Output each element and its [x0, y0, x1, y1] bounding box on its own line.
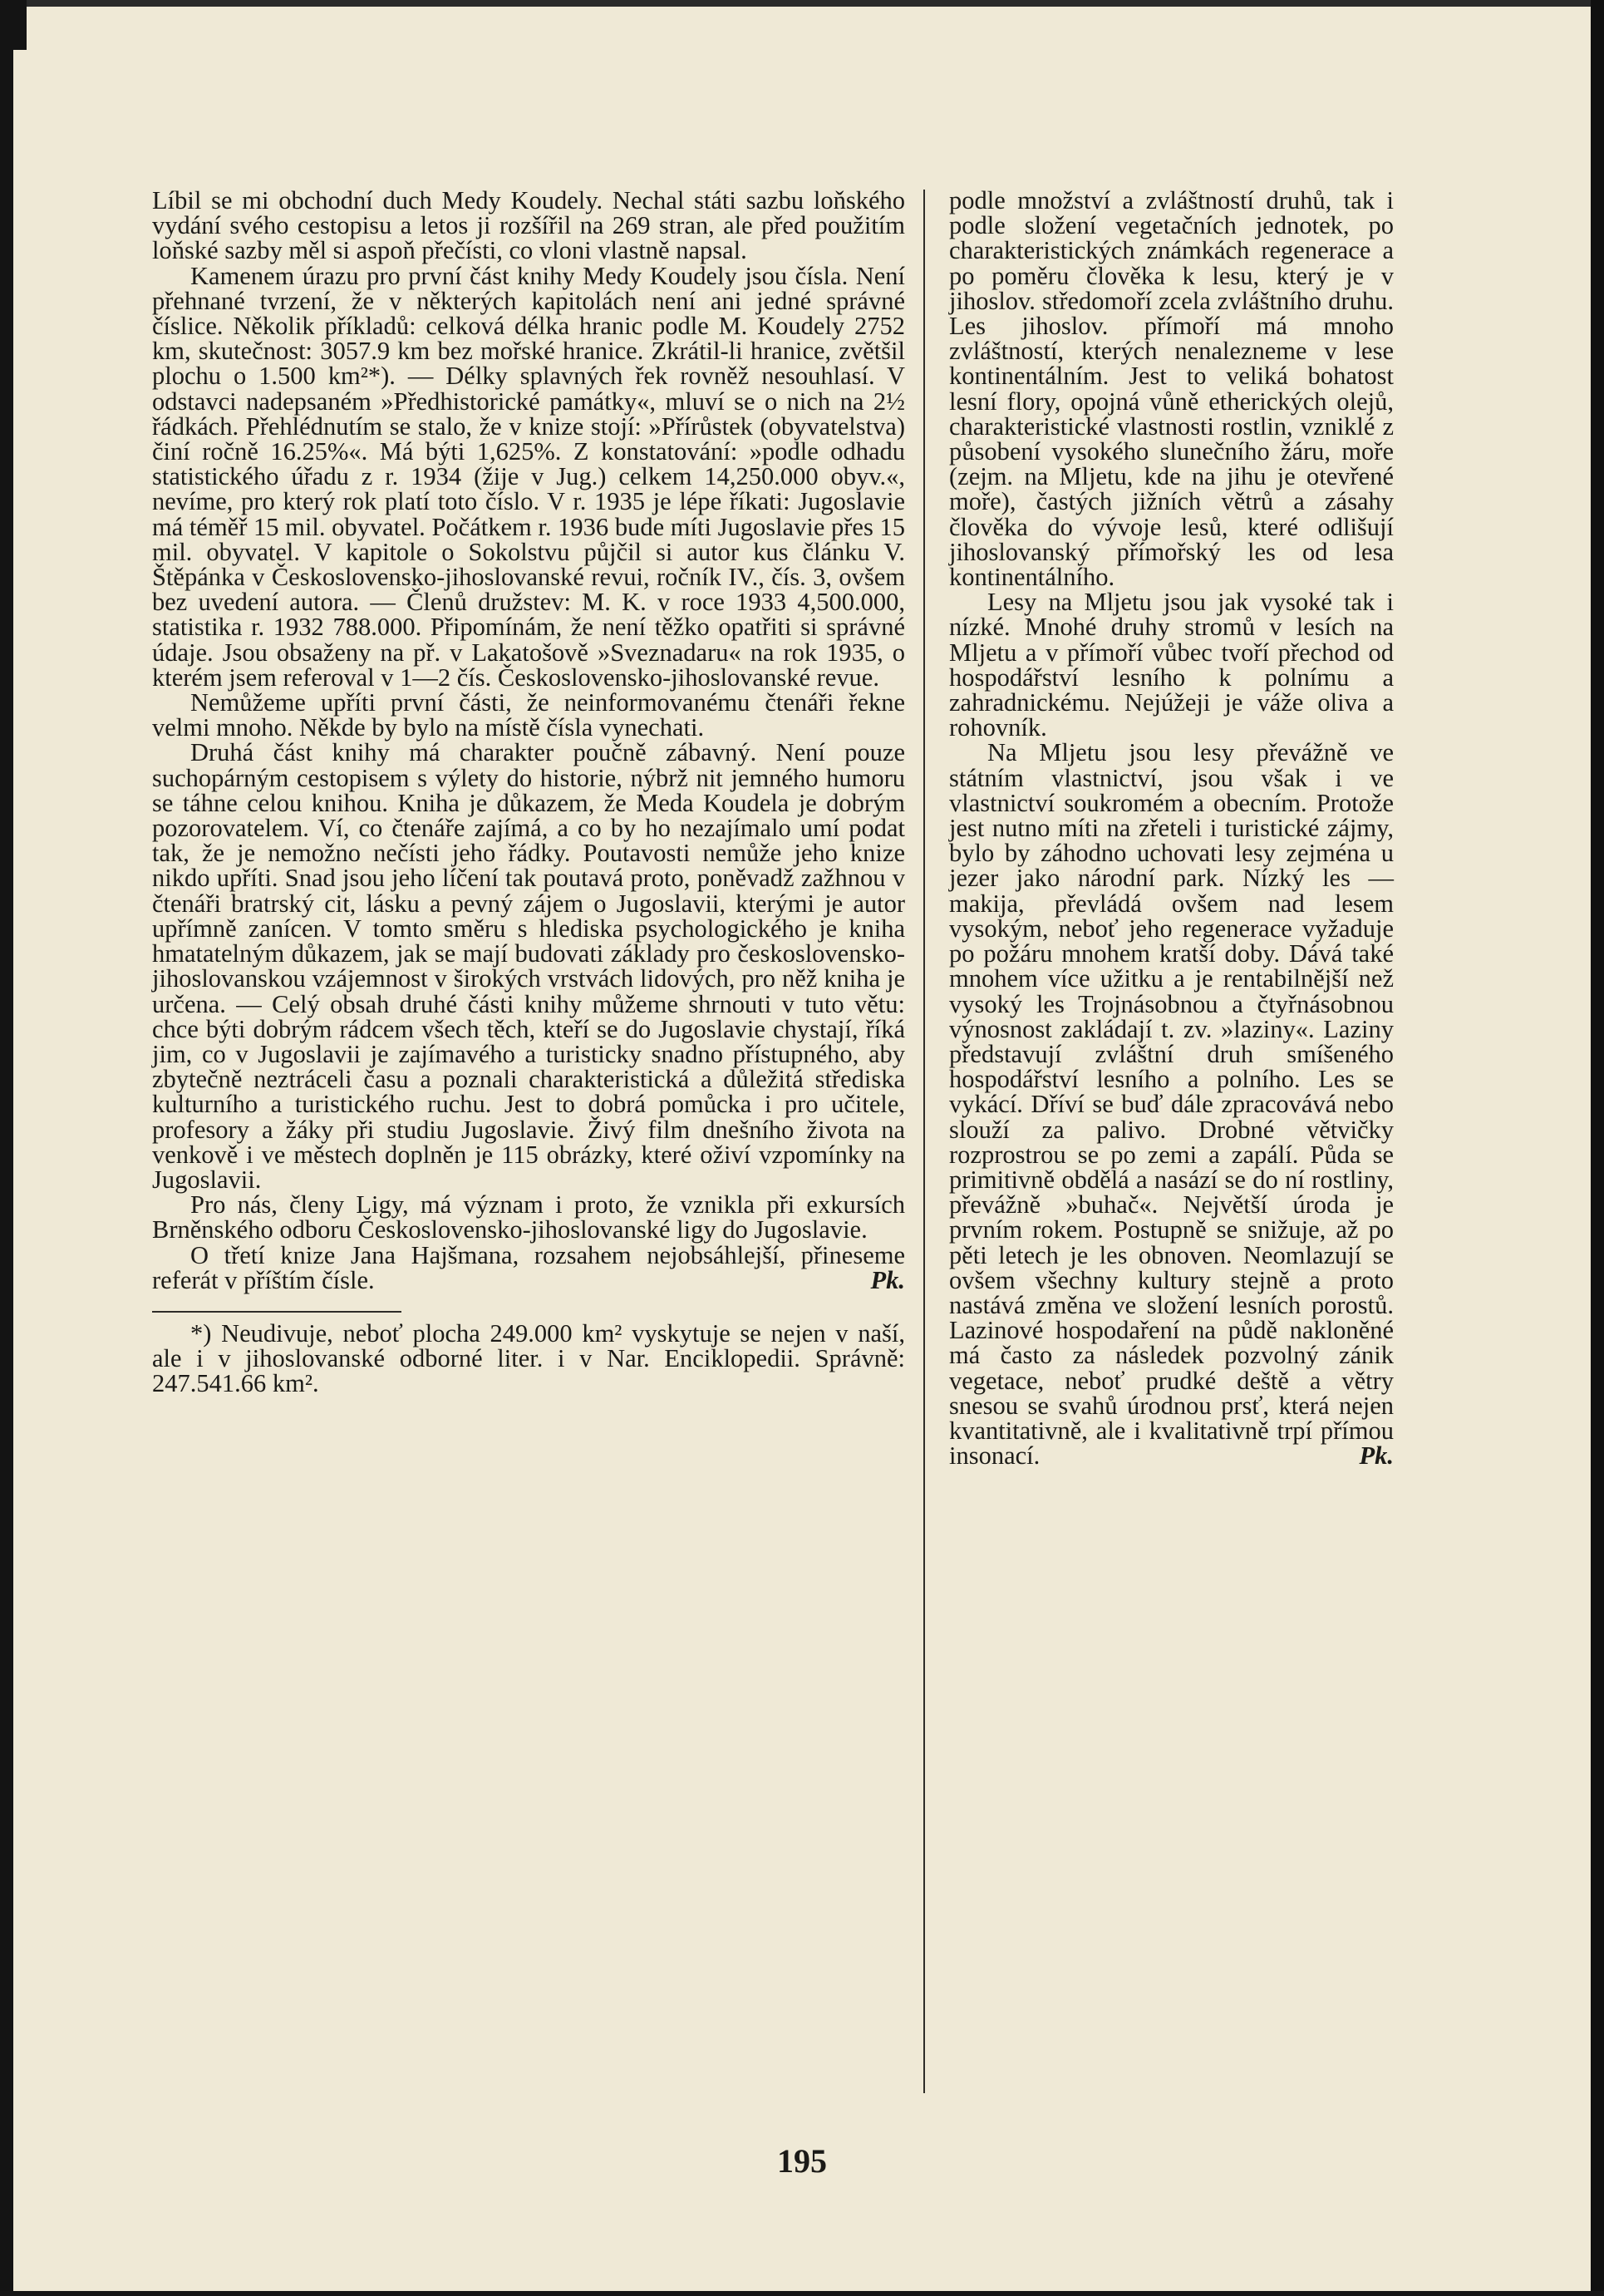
left-paragraph-1: Líbil se mi obchodní duch Medy Koudely. Nechal státi sazbu loňského vydání svého cestopisu a letos ji rozšířil na 269 stran, ale před použitím loňské sazby měl si aspoň přečísti, co vloni vlastně napsal.: [152, 186, 905, 265]
left-paragraph-5: Pro nás, členy Ligy, má význam i proto, že vznikla při exkursích Brněnského odboru Československo-jihoslovanské ligy do Jugoslavie.: [152, 1190, 905, 1244]
right-paragraph-1: podle množství a zvláštností druhů, tak i podle složení vegetačních jednotek, po charakteristických známkách regenerace a po poměru člověka k lesu, který je v jihoslov. středomoří zcela zvláštního druhu. Les jihoslov. přímoří má mnoho zvláštností, kterých nenalezneme v lese kontinentálním. Jest to veliká bohatost lesní flory, opojná vůně etherických olejů, charakteristické vlastnosti rostlin, vzniklé z působení vysokého slunečního žáru, moře (zejm. na Mljetu, kde na jihu je otevřené moře), častých jižních větrů a zásahy člověka do vývoje lesů, které odlišují jihoslovanský přímořský les od lesa kontinentálního.: [949, 186, 1394, 592]
left-paragraph-4: Druhá část knihy má charakter poučně zábavný. Není pouze suchopárným cestopisem s výlety do historie, nýbrž nit jemného humoru se táhne celou knihou. Kniha je důkazem, že Meda Koudela je dobrým pozorovatelem. Ví, co čtenáře zajímá, a co by ho nezajímalo umí podat tak, že je nemožno nečísti jeho řádky. Poutavosti nemůže jeho knize nikdo upříti. Snad jsou jeho líčení tak poutavá proto, poněvadž zažhnou v čtenáři bratrský cit, lásku a pevný zájem o Jugoslavii, kterými je autor upřímně zanícen. V tomto směru s hlediska psychologického je kniha hmatatelným důkazem, jak se mají budovati základy pro československo-jihoslovanskou vzájemnost v širokých vrstvách lidových, pro něž kniha je určena. — Celý obsah druhé části knihy můžeme shrnouti v tuto větu: chce býti dobrým rádcem všech těch, kteří se do Jugoslavie chystají, říká jim, co v Jugoslavii je zajímavého a turisticky snadno přístupného, aby zbytečně neztráceli času a poznali charakteristická a důležitá střediska kulturního a turistického ruchu. Jest to dobrá pomůcka i pro učitele, profesory a žáky při studiu Jugoslavie. Živý film dnešního života na venkově i ve městech doplněn je 115 obrázky, které oživí vzpomínky na Jugoslavii.: [152, 738, 905, 1194]
scan-border-right: [1591, 0, 1604, 2296]
left-paragraph-2: Kamenem úrazu pro první část knihy Medy Koudely jsou čísla. Není přehnané tvrzení, že v některých kapitolách není ani jedné správné číslice. Několik příkladů: celková délka hranic podle M. Koudely 2752 km, skutečnost: 3057.9 km bez mořské hranice. Zkrátil-li hranice, zvětšil plochu o 1.500 km²*). — Délky splavných řek rovněž nesouhlasí. V odstavci nadepsaném »Předhistorické památky«, mluví se o nich na 2½ řádkách. Přehlédnutím se stalo, že v knize stojí: »Přírůstek (obyvatelstva) činí ročně 16.25%«. Má býti 1,625%. Z konstatování: »podle odhadu statistického úřadu z r. 1934 (žije v Jug.) celkem 14,250.000 obyv.«, nevíme, pro který rok platí toto číslo. V r. 1935 je lépe říkati: Jugoslavie má téměř 15 mil. obyvatel. Počátkem r. 1936 bude míti Jugoslavie přes 15 mil. obyvatel. V kapitole o Sokolstvu půjčil si autor kus článku V. Štěpánka v Československo-jihoslovanské revui, ročník IV., čís. 3, ovšem bez uvedení autora. — Členů družstev: M. K. v roce 1933 4,500.000, statistika r. 1932 788.000. Připomínám, že není těžko opatřiti si správné údaje. Jsou obsaženy na př. v Lakatošově »Sveznadaru« na rok 1935, o kterém jsem referoval v 1—2 čís. Československo-jihoslovanské revue.: [152, 261, 905, 692]
footnote-divider: [152, 1311, 401, 1313]
right-paragraph-3-text: Na Mljetu jsou lesy převážně ve státním vlastnictví, jsou však i ve vlastnictví soukromém a obecním. Protože jest nutno míti na zřeteli i turistické zájmy, bylo by záhodno uchovati lesy zejména u jezer jako národní park. Nízký les — makija, převládá ovšem nad lesem vysokým, neboť jeho regenerace vyžaduje po požáru mnohem kratší doby. Dává také mnohem více užitku a je rentabilnější než vysoký les Trojnásobnou a čtyřnásobnou výnosnost zakládají t. zv. »laziny«. Laziny představují zvláštní druh smíšeného hospodářství lesního a polního. Les se vykácí. Dříví se buď dále zpracovává nebo slouží za palivo. Drobné větvičky rozprostrou se po zemi a zapálí. Půda se primitivně obdělá a nasází se do ní rostliny, převážně »buhač«. Největší úroda je prvním rokem. Postupně se snižuje, až po pěti letech je les obnoven. Neomlazují se ovšem všechny kultury stejně a proto nastává změna ve složení lesních porostů. Lazinové hospodaření na půdě nakloněné má často za následek pozvolný zánik vegetace, neboť prudké deště a větry snesou se svahů úrodnou prsť, která nejen kvantitativně, ale i kvalitativně trpí přímou insonací.: [949, 738, 1394, 1471]
left-paragraph-6: [152, 1240, 905, 1294]
left-paragraph-3: Nemůžeme upříti první části, že neinformovanému čtenáři řekne velmi mnoho. Někde by bylo na místě čísla vynechati.: [152, 688, 905, 742]
right-column: [949, 186, 1394, 1471]
right-paragraph-2: Lesy na Mljetu jsou jak vysoké tak i nízké. Mnohé druhy stromů v lesích na Mljetu a v přímoří vůbec tvoří přechod od hospodářství lesního k polnímu a zahradnickému. Nejúžeji je váže oliva a rohovník.: [949, 588, 1394, 742]
right-paragraph-3: [949, 738, 1394, 1471]
column-divider: [923, 190, 925, 2093]
left-column: [152, 188, 905, 1397]
scan-border-left-tab: [0, 0, 27, 50]
right-signature: Pk.: [1359, 1441, 1394, 1471]
scan-border-bottom: [0, 2291, 1604, 2296]
page-number: 195: [777, 2142, 827, 2180]
footnote: *) Neudivuje, neboť plocha 249.000 km² vyskytuje se nejen v naší, ale i v jihoslovanské odborné liter. i v Nar. Enciklopedii. Správně: 247.541.66 km².: [152, 1318, 905, 1398]
left-signature: Pk.: [870, 1265, 905, 1294]
scan-border-top: [0, 0, 1604, 7]
left-paragraph-6-text: O třetí knize Jana Hajšmana, rozsahem nejobsáhlejší, přineseme referát v příštím čísle.: [152, 1240, 905, 1294]
scan-border-left: [0, 0, 13, 2296]
